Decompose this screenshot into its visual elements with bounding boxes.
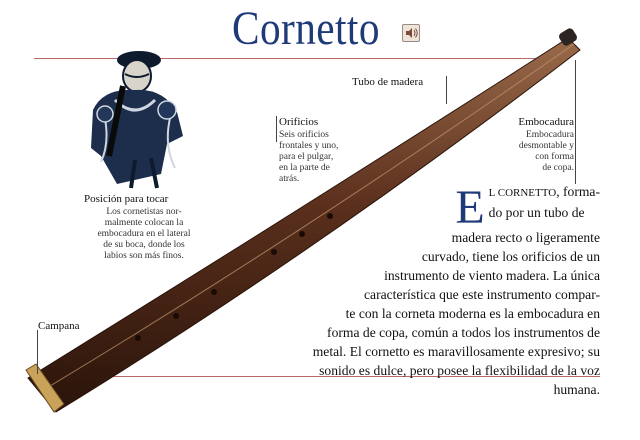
drop-cap: E <box>455 181 485 234</box>
body-paragraph: E L CORNETTO, forma- do por un tubo de madera recto o ligeramente curvado, tiene los orificios de un instrumento de viento madera. La única característica que este instrumento compar- te con la corneta moderna es la embocadura en forma de copa, común a todos los instrumentos de metal. El cornetto es maravillosamente expresivo; su sonido es dulce, pero posee la flexibilidad de la voz humana. <box>312 181 600 397</box>
label-embocadura-title: Embocadura <box>518 116 574 128</box>
page-title: Cornetto <box>232 2 380 55</box>
label-embocadura-text: Embocadura desmontable y con forma de copa. <box>518 130 574 173</box>
tubo-leader-line <box>446 76 447 104</box>
label-posicion-title: Posición para tocar <box>84 193 169 205</box>
label-campana-title: Campana <box>38 320 80 332</box>
label-orificios-text: Seis orificios frontales y uno, para el pulgar, en la parte de atrás. <box>279 130 339 184</box>
orificios-leader-line <box>276 116 277 142</box>
embocadura-leader-line <box>575 60 576 184</box>
label-tubo-title: Tubo de madera <box>352 76 424 88</box>
label-orificios-title: Orificios <box>279 116 319 128</box>
campana-leader-line <box>37 330 38 374</box>
label-posicion-text: Los cornetistas nor- malmente colocan la embocadura en el lateral de su boca, donde los labios son más finos. <box>97 207 191 261</box>
